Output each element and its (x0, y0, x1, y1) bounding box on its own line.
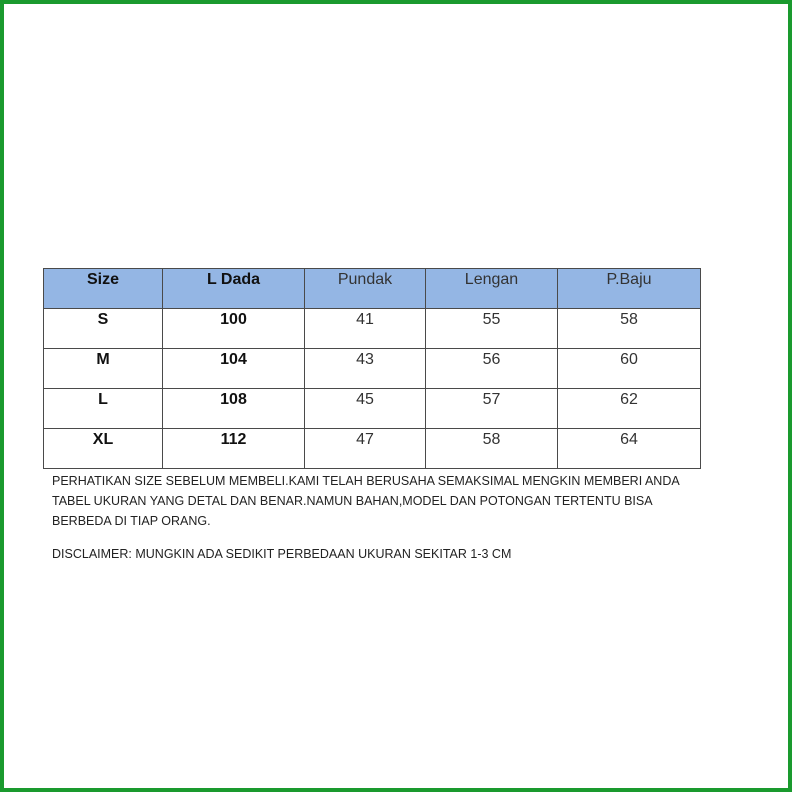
cell-pundak: 47 (305, 429, 426, 469)
size-chart-table (43, 268, 701, 469)
table-row (44, 309, 701, 349)
cell-lengan: 58 (426, 429, 558, 469)
note-line-2: TABEL UKURAN YANG DETAL DAN BENAR.NAMUN BAHAN,MODEL DAN POTONGAN TERTENTU BISA (52, 494, 653, 508)
cell-l-dada: 104 (163, 349, 305, 389)
table-row (44, 429, 701, 469)
cell-pundak: 45 (305, 389, 426, 429)
cell-pundak: 43 (305, 349, 426, 389)
cell-p-baju: 60 (558, 349, 701, 389)
header-p-baju: P.Baju (558, 269, 701, 309)
cell-size: S (44, 309, 163, 349)
size-note (52, 471, 732, 531)
cell-size: XL (44, 429, 163, 469)
disclaimer-text: DISCLAIMER: MUNGKIN ADA SEDIKIT PERBEDAAN UKURAN SEKITAR 1-3 CM (52, 547, 512, 561)
cell-size: L (44, 389, 163, 429)
table-row (44, 349, 701, 389)
cell-p-baju: 62 (558, 389, 701, 429)
header-l-dada: L Dada (163, 269, 305, 309)
cell-lengan: 56 (426, 349, 558, 389)
cell-p-baju: 58 (558, 309, 701, 349)
cell-lengan: 57 (426, 389, 558, 429)
cell-pundak: 41 (305, 309, 426, 349)
header-pundak: Pundak (305, 269, 426, 309)
header-lengan: Lengan (426, 269, 558, 309)
note-line-1: PERHATIKAN SIZE SEBELUM MEMBELI.KAMI TELAH BERUSAHA SEMAKSIMAL MENGKIN MEMBERI ANDA (52, 474, 680, 488)
table-header-row (44, 269, 701, 309)
cell-lengan: 55 (426, 309, 558, 349)
note-line-3: BERBEDA DI TIAP ORANG. (52, 514, 211, 528)
cell-size: M (44, 349, 163, 389)
table-row (44, 389, 701, 429)
cell-l-dada: 108 (163, 389, 305, 429)
cell-p-baju: 64 (558, 429, 701, 469)
cell-l-dada: 100 (163, 309, 305, 349)
header-size: Size (44, 269, 163, 309)
cell-l-dada: 112 (163, 429, 305, 469)
